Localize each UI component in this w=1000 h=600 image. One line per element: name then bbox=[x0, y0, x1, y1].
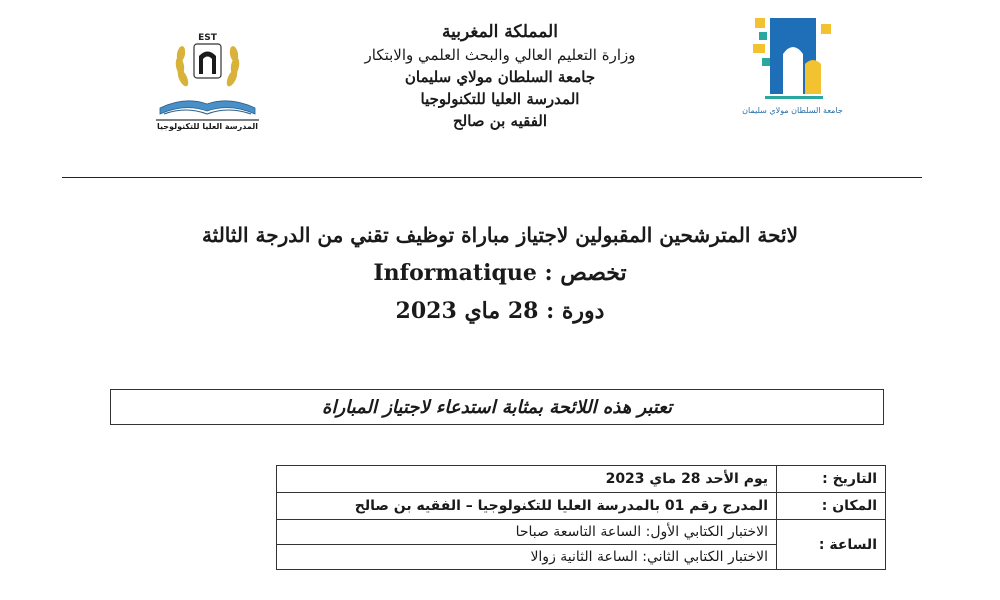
usms-logo-caption: جامعة السلطان مولاي سليمان bbox=[742, 106, 843, 115]
time-row bbox=[277, 520, 886, 545]
usms-logo bbox=[735, 14, 850, 129]
university-name: جامعة السلطان مولاي سليمان bbox=[404, 68, 596, 86]
est-logo-caption: المدرسة العليا للتكنولوجيا bbox=[157, 122, 258, 131]
notice-text: تعتبر هذه اللائحة بمثابة استدعاء لاجتياز المباراة bbox=[322, 396, 672, 418]
city-name: الفقيه بن صالح bbox=[452, 112, 548, 130]
header-divider bbox=[62, 177, 922, 178]
place-label: المكان : bbox=[777, 493, 886, 520]
school-name: المدرسة العليا للتكنولوجيا bbox=[420, 90, 580, 108]
title-specialty: تخصص : Informatique bbox=[373, 260, 627, 286]
place-row bbox=[277, 493, 886, 520]
notice-box bbox=[110, 389, 884, 425]
document-title bbox=[140, 222, 860, 324]
time-value-second: الاختبار الكتابي الثاني: الساعة الثانية زوالا bbox=[277, 545, 777, 570]
date-value: يوم الأحد 28 ماي 2023 bbox=[277, 466, 777, 493]
place-value: المدرج رقم 01 بالمدرسة العليا للتكنولوجيا – الفقيه بن صالح bbox=[277, 493, 777, 520]
title-line-1: لائحة المترشحين المقبولين لاجتياز مباراة توظيف تقني من الدرجة الثالثة bbox=[201, 223, 799, 247]
time-value-first: الاختبار الكتابي الأول: الساعة التاسعة صباحا bbox=[277, 520, 777, 545]
header bbox=[300, 20, 700, 132]
ministry-name: وزارة التعليم العالي والبحث العلمي والابتكار bbox=[364, 46, 636, 64]
info-table bbox=[276, 465, 886, 570]
date-label: التاريخ : bbox=[777, 466, 886, 493]
kingdom-title: المملكة المغربية bbox=[442, 22, 558, 42]
date-row bbox=[277, 466, 886, 493]
time-label: الساعة : bbox=[777, 520, 886, 570]
est-logo bbox=[150, 30, 265, 140]
title-session: دورة : 28 ماي 2023 bbox=[395, 298, 605, 324]
est-badge-text: EST bbox=[198, 33, 217, 43]
